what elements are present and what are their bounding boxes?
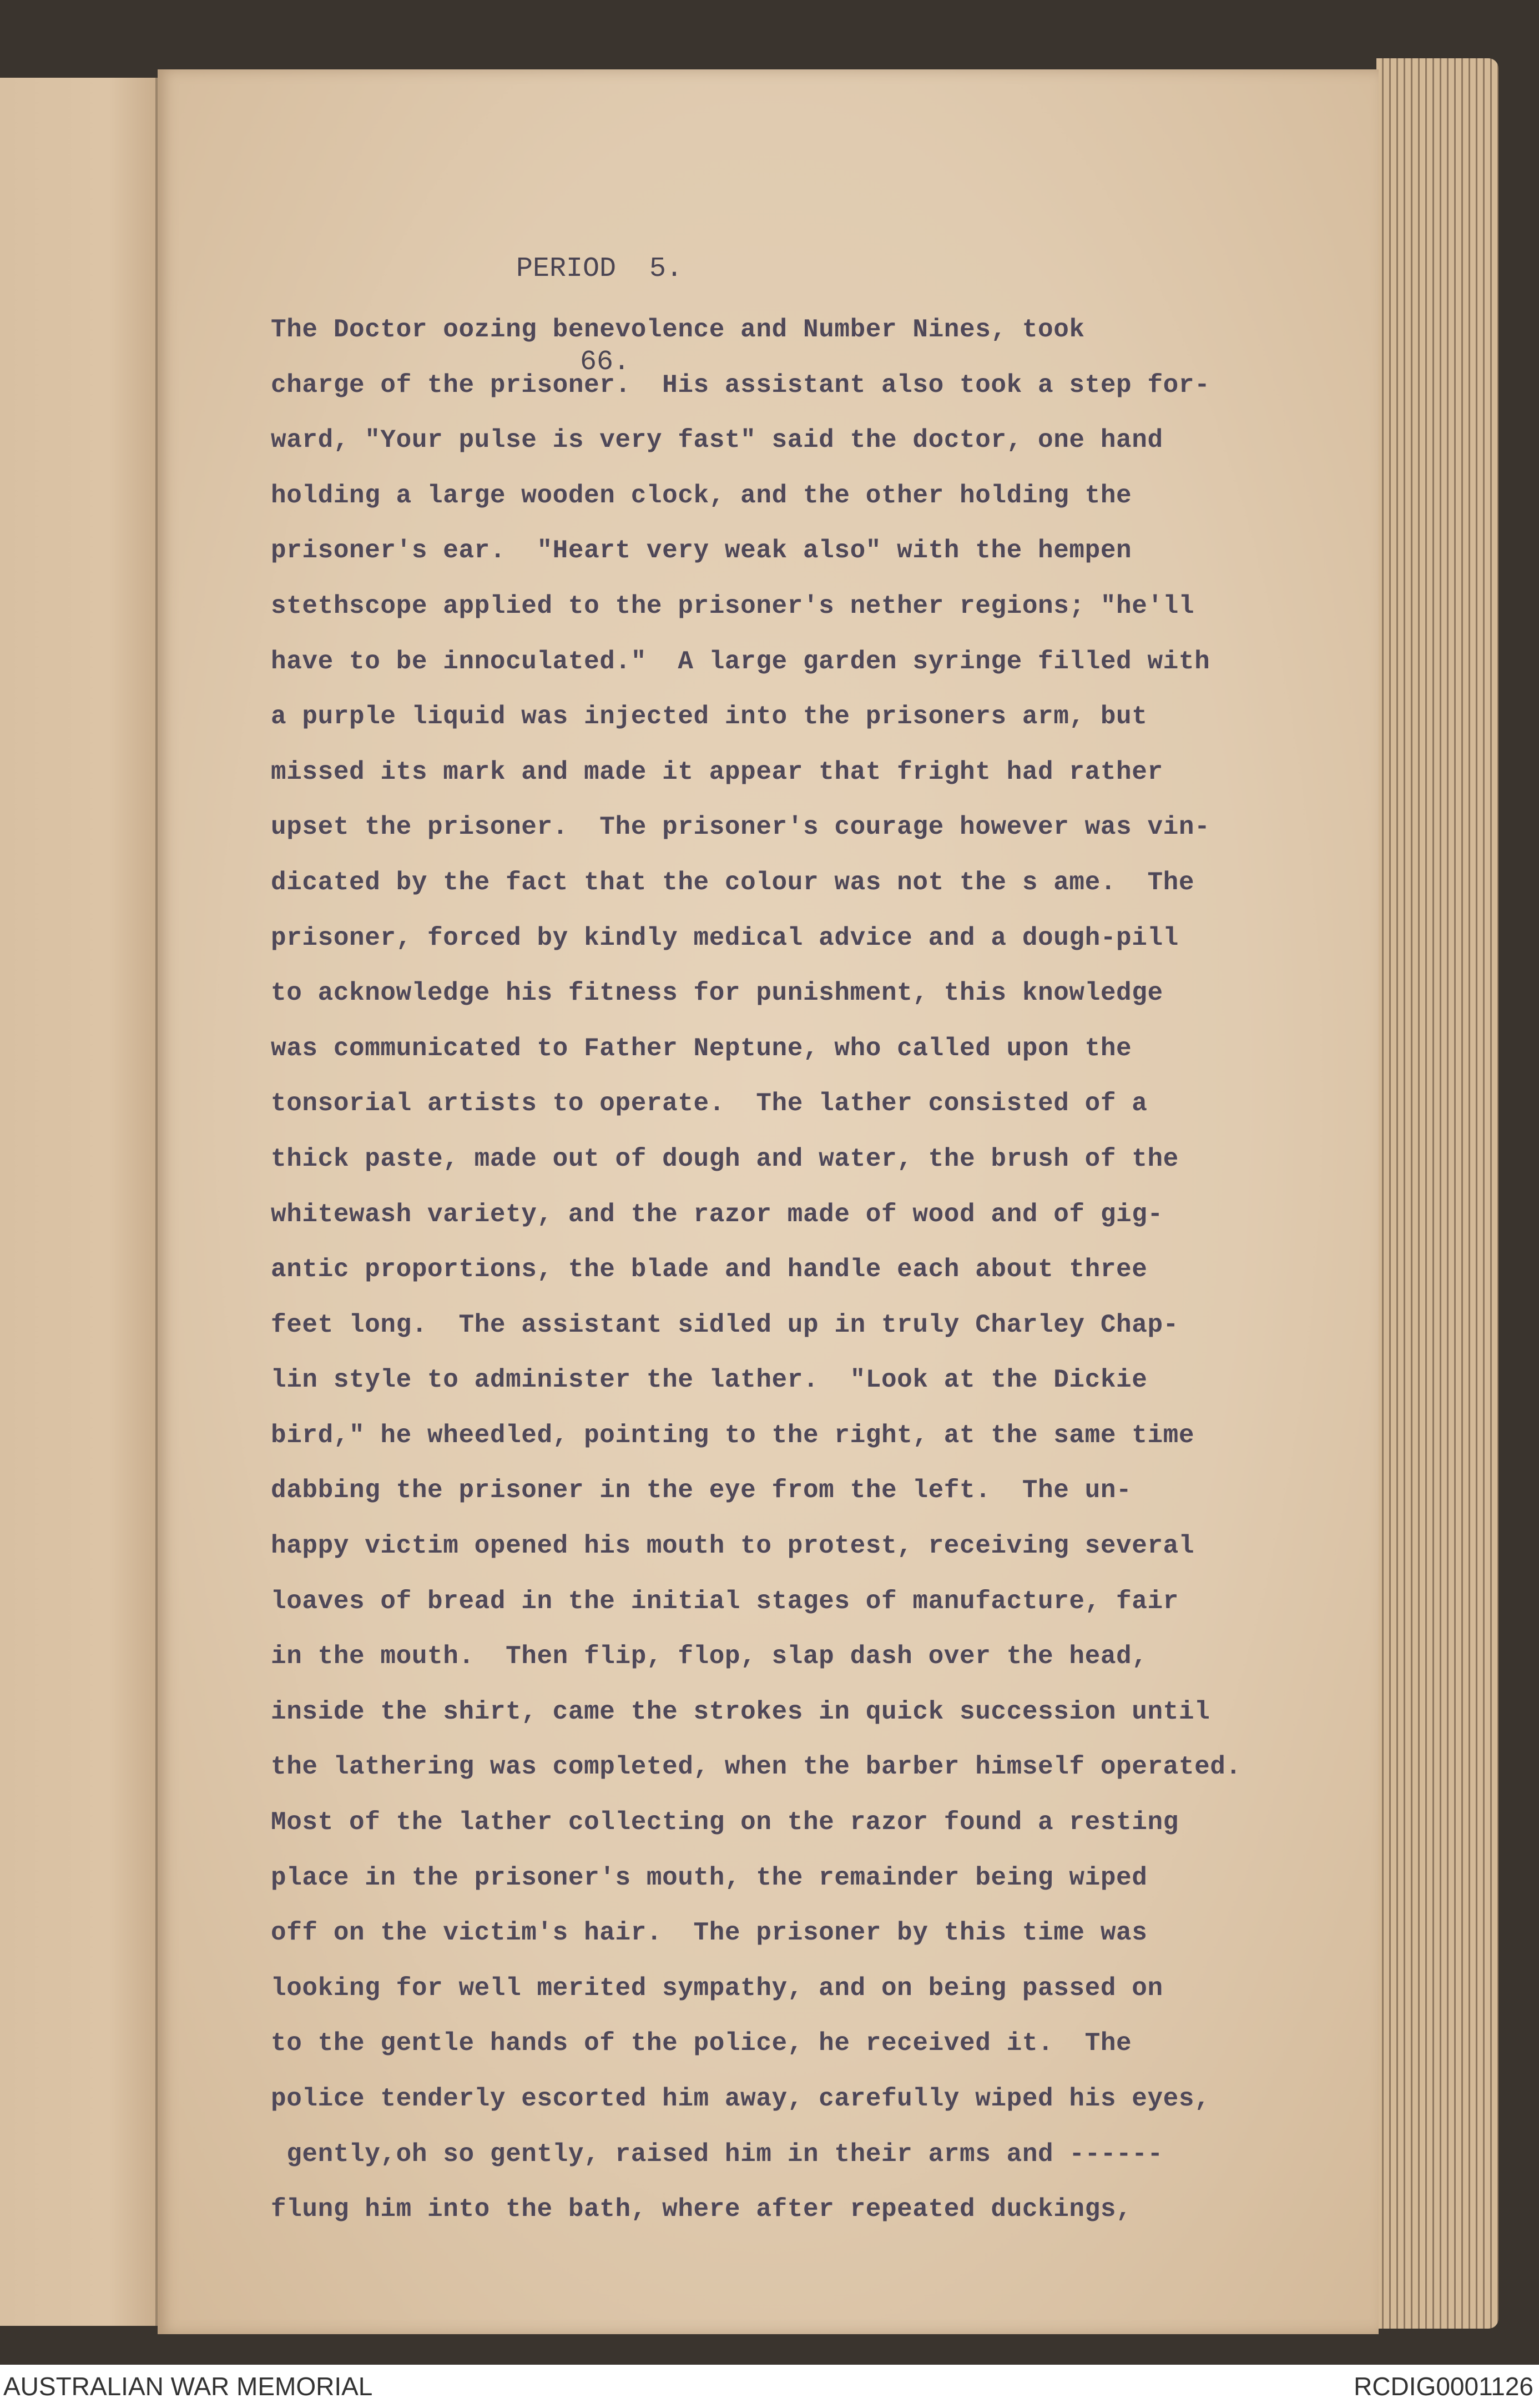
text-line: to the gentle hands of the police, he received it. The bbox=[271, 2029, 1132, 2058]
caption-bar bbox=[0, 2365, 1539, 2408]
text-line: place in the prisoner's mouth, the remainder being wiped bbox=[271, 1863, 1148, 1892]
text-line: gently,oh so gently, raised him in their arms and ------ bbox=[271, 2139, 1163, 2169]
text-line: ward, "Your pulse is very fast" said the doctor, one hand bbox=[271, 426, 1163, 455]
text-line: prisoner's ear. "Heart very weak also" with the hempen bbox=[271, 536, 1132, 566]
text-line: antic proportions, the blade and handle each about three bbox=[271, 1255, 1148, 1284]
text-line: charge of the prisoner. His assistant also took a step for- bbox=[271, 370, 1210, 400]
period-label: PERIOD 5. bbox=[516, 253, 683, 285]
text-line: happy victim opened his mouth to protest, receiving several bbox=[271, 1532, 1195, 1561]
text-line: upset the prisoner. The prisoner's courage however was vin- bbox=[271, 813, 1210, 842]
text-line: was communicated to Father Neptune, who called upon the bbox=[271, 1034, 1132, 1063]
text-line: holding a large wooden clock, and the other holding the bbox=[271, 481, 1132, 510]
text-line: missed its mark and made it appear that fright had rather bbox=[271, 757, 1163, 787]
text-line: whitewash variety, and the razor made of wood and of gig- bbox=[271, 1200, 1163, 1229]
text-line: in the mouth. Then flip, flop, slap dash over the head, bbox=[271, 1642, 1148, 1671]
text-line: The Doctor oozing benevolence and Number Nines, took bbox=[271, 315, 1085, 344]
text-line: stethscope applied to the prisoner's nether regions; "he'll bbox=[271, 591, 1195, 621]
text-line: have to be innoculated." A large garden syringe filled with bbox=[271, 647, 1210, 676]
text-line: prisoner, forced by kindly medical advice and a dough-pill bbox=[271, 923, 1179, 953]
text-line: lin style to administer the lather. "Look at the Dickie bbox=[271, 1366, 1148, 1395]
text-line: police tenderly escorted him away, carefully wiped his eyes, bbox=[271, 2084, 1210, 2113]
text-line: feet long. The assistant sidled up in truly Charley Chap- bbox=[271, 1310, 1179, 1339]
text-line: tonsorial artists to operate. The lather consisted of a bbox=[271, 1089, 1148, 1119]
text-line: inside the shirt, came the strokes in quick succession until bbox=[271, 1697, 1210, 1726]
text-line: looking for well merited sympathy, and on being passed on bbox=[271, 1973, 1163, 2003]
page-number: 66. bbox=[580, 346, 630, 378]
text-line: bird," he wheedled, pointing to the right, at the same time bbox=[271, 1420, 1195, 1450]
archive-credit: AUSTRALIAN WAR MEMORIAL bbox=[3, 2372, 373, 2401]
text-line: a purple liquid was injected into the prisoners arm, but bbox=[271, 702, 1148, 732]
page-edges bbox=[1376, 58, 1498, 2329]
text-line: thick paste, made out of dough and water, the brush of the bbox=[271, 1144, 1179, 1173]
text-line: Most of the lather collecting on the razor found a resting bbox=[271, 1808, 1179, 1837]
item-identifier: RCDIG0001126 bbox=[1354, 2372, 1533, 2401]
text-line: loaves of bread in the initial stages of manufacture, fair bbox=[271, 1586, 1179, 1616]
text-line: the lathering was completed, when the barber himself operated. bbox=[271, 1752, 1242, 1782]
typewritten-body bbox=[271, 303, 1342, 2238]
text-line: off on the victim's hair. The prisoner by this time was bbox=[271, 1918, 1148, 1948]
text-line: dicated by the fact that the colour was not the s ame. The bbox=[271, 868, 1195, 897]
left-page bbox=[0, 78, 158, 2326]
text-line: dabbing the prisoner in the eye from the left. The un- bbox=[271, 1476, 1132, 1505]
text-line: to acknowledge his fitness for punishment, this knowledge bbox=[271, 979, 1163, 1008]
text-line: flung him into the bath, where after repeated duckings, bbox=[271, 2195, 1132, 2224]
